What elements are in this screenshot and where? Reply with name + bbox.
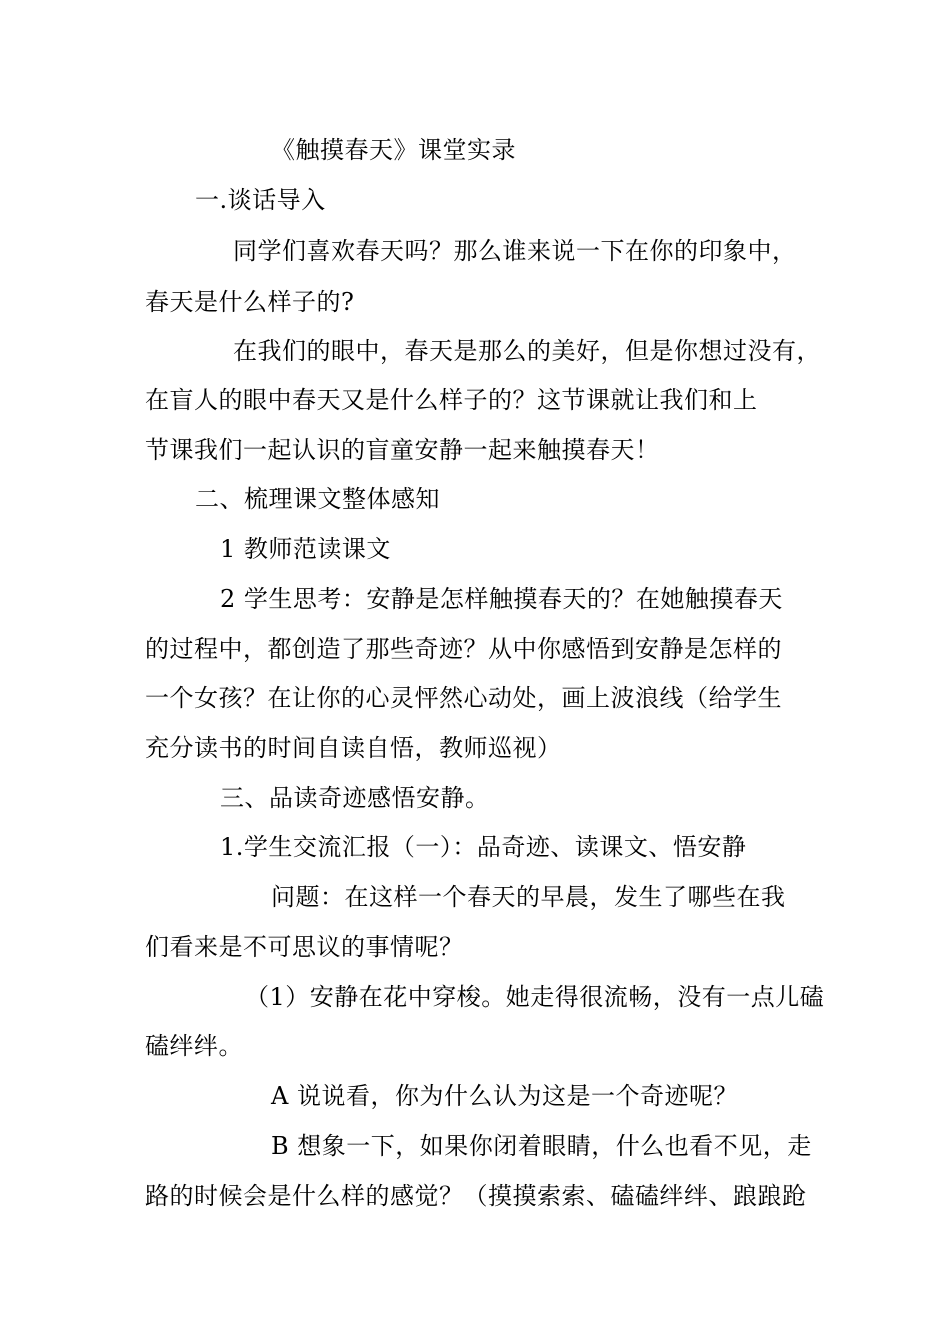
paragraph-line: 问题：在这样一个春天的早晨，发生了哪些在我 [271, 883, 786, 911]
list-item: 1.学生交流汇报（一）：品奇迹、读课文、悟安静 [220, 833, 747, 861]
list-item: 2 学生思考：安静是怎样触摸春天的？在她触摸春天 [220, 585, 783, 613]
paragraph-line: 充分读书的时间自读自悟，教师巡视） [145, 734, 562, 762]
paragraph-line: 春天是什么样子的? [145, 288, 355, 316]
document-title: 《触摸春天》课堂实录 [271, 136, 516, 164]
section-heading-3: 三、品读奇迹感悟安静。 [220, 784, 490, 812]
paragraph-line: 们看来是不可思议的事情呢？ [145, 933, 464, 961]
paragraph-line: 在我们的眼中，春天是那么的美好，但是你想过没有， [233, 337, 821, 365]
section-heading-2: 二、梳理课文整体感知 [195, 485, 440, 513]
paragraph-line: 的过程中，都创造了那些奇迹？从中你感悟到安静是怎样的 [145, 635, 782, 663]
paragraph-line: A 说说看，你为什么认为这是一个奇迹呢？ [271, 1082, 738, 1110]
paragraph-line: 同学们喜欢春天吗？那么谁来说一下在你的印象中， [233, 237, 797, 265]
list-item: 1 教师范读课文 [220, 535, 391, 563]
section-heading-1: 一.谈话导入 [195, 186, 326, 214]
paragraph-line: 在盲人的眼中春天又是什么样子的？这节课就让我们和上 [145, 386, 758, 414]
paragraph-line: 路的时候会是什么样的感觉？（摸摸索索、磕磕绊绊、踉踉跄 [145, 1182, 807, 1210]
paragraph-line: 磕绊绊。 [145, 1032, 243, 1060]
paragraph-line: （1）安静在花中穿梭。她走得很流畅，没有一点儿磕 [245, 983, 825, 1011]
paragraph-line: B 想象一下，如果你闭着眼睛，什么也看不见，走 [271, 1132, 812, 1160]
paragraph-line: 节课我们一起认识的盲童安静一起来触摸春天！ [145, 436, 660, 464]
paragraph-line: 一个女孩？在让你的心灵怦然心动处，画上波浪线（给学生 [145, 684, 782, 712]
